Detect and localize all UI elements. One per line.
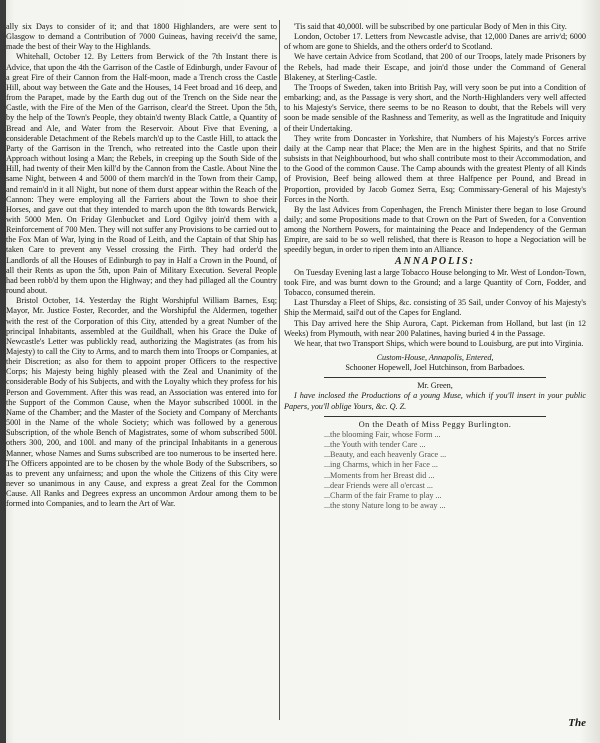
article-paragraph: Bristol October, 14. Yesterday the Right Worshipful William Barnes, Esq; Mayor, Mr. Justice Foster, Recorder, and the Worshipful the Aldermen, together with the rest of the Corporation of this City, attended by a great Number of the principal Inhabitants, assembled at the Guildhall, when his Grace the Duke of Newcastle's Letter was publickly read, authorizing the Magistrates (as from his Majesty) to call the City to Arms, and to march them into Troops or Companies, at their Discretion; as also for them to appoint proper Officers to the respective Corps; his Majesty being highly pleased with the Zeal and Unanimity of the considerable Body of his Subjects, and with the Loyalty which they profess for his Person and Government. After this was read, an Association was entered into for the Support of the Common Cause, when the Mayor subscribed 1000l. in the Name of the Chamber; and the Master of the Society and Company of Merchants 500l in the Name of the whole Society; which was followed by a generous Subscription, of the whole Bench of Magistrates, some of whom subscribed 500l. others 300, 200, and 100l. and many of the principal Inhabitants in a generous Manner, whose Names and Sums subscribed are too numerous to be inserted here. The Officers appointed are to be chosen by the whole Body of the Subscribers, so as to prevent any unfairness; and upon the whole the Citizens of this City were never so unanimous in any Cause, and express a great Zeal for the Common Cause. All Ranks and Degrees express an uncommon Ardour among them to be formed into Companies, and to learn the Art of War. xyxy=(6,296,277,509)
article-paragraph: ally six Days to consider of it; and that 1800 Highlanders, are were sent to Glasgow to demand a Contribution of 7000 Guineas, having receiv'd the same, made the best of their Way to the Highlands. xyxy=(6,22,277,52)
article-paragraph: London, October 17. Letters from Newcastle advise, that 12,000 Danes are arriv'd; 6000 of whom are gone to Shields, and the others order'd to Scotland. xyxy=(284,32,586,52)
letter-body: I have inclosed the Productions of a young Muse, which if you'll insert in your public Papers, you'll oblige Yours, &c. Q. Z. xyxy=(284,391,586,411)
article-paragraph: By the last Advices from Copenhagen, the French Minister there began to lose Ground daily; and some Propositions made to that Crown on the Part of Sweden, for a Convention among the Northern Powers, for maintaining the Peace and Independency of the German Empire, are said to be so well relished, that there is Reason to hope a Negociation will be speedily begun, in order to ripen them into an Alliance. xyxy=(284,204,586,255)
left-column xyxy=(6,22,277,510)
annapolis-item: This Day arrived here the Ship Aurora, Capt. Pickeman from Holland, but last (in 12 Weeks) from Plymouth, with near 200 Palatines, having buried 4 in the Passage. xyxy=(284,318,586,338)
poem-body xyxy=(284,430,586,511)
annapolis-heading: ANNAPOLIS: xyxy=(394,255,475,267)
poem-line: ...the stony Nature long to be away ... xyxy=(324,501,446,511)
article-paragraph: 'Tis said that 40,000l. will be subscribed by one particular Body of Men in this City. xyxy=(294,22,567,31)
poem-line: ...Beauty, and each heavenly Grace ... xyxy=(324,450,447,460)
poem-line: ...the blooming Fair, whose Form ... xyxy=(324,429,441,439)
letter-salutation: Mr. Green, xyxy=(417,381,453,391)
article-paragraph: Whitehall, October 12. By Letters from Berwick of the 7th Instant there is Advice, that upon the 4th the Garrison of the Castle of Edinburgh, under Favour of a great Fire of their Cannon from the Half-moon, made a Trench cross the Castle Hill, about way between the Gate and the Houses, 14 Feet broad and 16 deep, and from the Parapet, made by the Earth dug out of the Trench on the Side near the Castle, with the Fire of the Men of the Garrison, clear'd the Street. Upon the 5th, by the help of the Town's People, they obtain'd twenty Black Cattle, a Quantity of Bread and Ale, and Water from the Reservoir. About Five that Evening, a considerable Detachment of the Rebels march'd up to the Castle Hill, to attack the Party of the Garrison in the Trench, who retreated into the Castle upon their Approach without losing a Man; the Rebels, in creeping up the South Side of the Hill, had twenty of their Men kill'd by the Cannon from the Castle. About Nine the same Night, between 4 and 5000 of them march'd in the Town from their Camp, and remain'd in it all Night, but none of them durst appear within the Reach of the Cannon: They were employing all the Farriers about the Town to shoe their Horses, and gave out that they intended to march upon the 8th towards Berwick, with 5000 Men. On Friday Glenbucket and Lord Ogilvy join'd them with a Reinforcement of 700 Men. They will not suffer any Provisions to be carried out to the Fox Man of War, lying in the Road of Leith, and the Captain of that Ship has taken Care to prevent any Vessel crossing the Firth. They had order'd the Landlords of all the Houses of Edinburgh to pay in Half a Crown in the Pound, of all their Rents as upon the 5th, upon Pain of Military Execution. Several People had been robb'd by them upon the Highway; and they had pillaged all the Country round about. xyxy=(6,52,277,296)
section-rule xyxy=(324,416,546,417)
custom-house-entry: Schooner Hopewell, Joel Hutchinson, from Barbadoes. xyxy=(345,363,525,373)
article-paragraph: The Troops of Sweden, taken into British Pay, will very soon be put into a Condition of embarking; and, as the Passage is very short, and the North-Highlanders very well affected to his Majesty's Service, there seems to be no Reason to doubt, that the Rebels will very soon be made sensible of the Rashness and Temerity, as well as the Ingratitude and Iniquity of their Undertaking. xyxy=(284,82,586,133)
poem-line: ...ing Charms, which in her Face ... xyxy=(324,460,438,470)
column-divider xyxy=(279,20,280,720)
annapolis-item: Last Thursday a Fleet of Ships, &c. consisting of 35 Sail, under Convoy of his Majesty's Ship the Mermaid, sail'd out of the Capes for England. xyxy=(284,298,586,318)
annapolis-item: We hear, that two Transport Ships, which were bound to Louisburg, are put into Virginia. xyxy=(294,338,584,348)
annapolis-item: On Tuesday Evening last a large Tobacco House belonging to Mr. West of London-Town, took Fire, and was burnt down to the Ground; and a large Quantity of Corn, Fodder, and Tobacco, consumed therein. xyxy=(284,267,586,298)
article-paragraph: They write from Doncaster in Yorkshire, that Numbers of his Majesty's Forces arrive daily at the Camp near that Place; the Men are in the highest Spirits, and that no Strife subsists in that Neighbourhood, but who shall contribute most to their Accommodation, and to the Good of the common Cause. The Camp abounds with the greatest Plenty of all Kinds of Provision, Beef being allowed them at three Halfpence per Pound, and Bread in Proportion, provided by Jacob Gomez Serra, Esq; Commissary-General of his Majesty's Forces in the North. xyxy=(284,133,586,204)
poem-title: On the Death of Miss Peggy Burlington. xyxy=(358,419,512,429)
poem-line: ...dear Friends were all o'ercast ... xyxy=(324,480,433,490)
article-paragraph: We have certain Advice from Scotland, that 200 of our Troops, lately made Prisoners by the Rebels, had made their Escape, and join'd those under the Command of General Blakeney, at Sterling-Castle. xyxy=(284,52,586,82)
section-rule xyxy=(324,377,546,378)
right-column xyxy=(284,22,586,511)
poem-line: ...Moments from her Breast did ... xyxy=(324,470,435,480)
custom-house-title: Custom-House, Annapolis, Entered, xyxy=(376,353,494,362)
poem-line: ...the Youth with tender Care ... xyxy=(324,440,426,450)
catchword: The xyxy=(568,717,586,729)
poem-line: ...Charm of the fair Frame to play ... xyxy=(324,490,442,500)
